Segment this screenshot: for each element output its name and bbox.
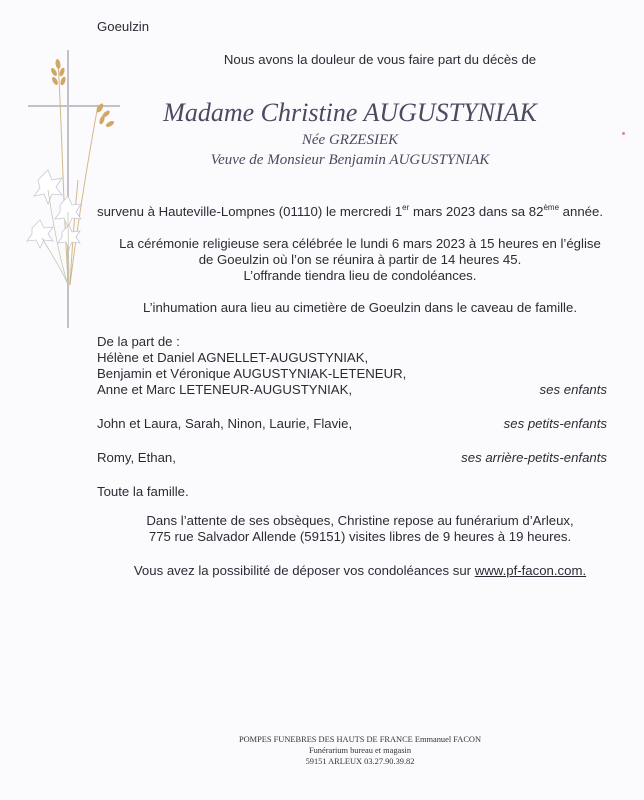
condolences-label: Vous avez la possibilité de déposer vos condoléances sur xyxy=(133,563,475,578)
family-member: Anne et Marc LETENEUR-AUGUSTYNIAK, xyxy=(97,382,353,397)
ceremony-line: La cérémonie religieuse sera célébrée le lundi 6 mars 2023 à 15 heures en l’église xyxy=(119,236,601,251)
family-row xyxy=(97,382,607,398)
death-details xyxy=(97,204,617,220)
family-all: Toute la famille. xyxy=(97,484,189,499)
family-intro: De la part de : xyxy=(97,334,180,349)
funeral-home-footer xyxy=(160,734,560,767)
footer-line: POMPES FUNEBRES DES HAUTS DE FRANCE Emmanuel FACON xyxy=(238,735,482,744)
family-member: Benjamin et Véronique AUGUSTYNIAK-LETENEUR, xyxy=(97,366,407,381)
widow-of: Veuve de Monsieur Benjamin AUGUSTYNIAK xyxy=(210,152,490,168)
ceremony-line: L’offrande tiendra lieu de condoléances. xyxy=(243,268,477,283)
stray-mark xyxy=(622,132,625,135)
family-row xyxy=(97,416,607,432)
town-name: Goeulzin xyxy=(97,19,150,34)
viewing-line: Dans l’attente de ses obsèques, Christine repose au funérarium d’Arleux, xyxy=(146,513,574,528)
relation-label: ses petits-enfants xyxy=(503,416,607,431)
death-text-1: survenu à Hauteville-Lompnes (01110) le mercredi 1 xyxy=(97,204,403,219)
deceased-name: Madame Christine AUGUSTYNIAK xyxy=(163,98,537,127)
family-member: Romy, Ethan, xyxy=(97,450,176,465)
family-member: Hélène et Daniel AGNELLET-AUGUSTYNIAK, xyxy=(97,350,369,365)
viewing-details xyxy=(100,513,620,545)
footer-line: 59151 ARLEUX 03.27.90.39.82 xyxy=(305,757,415,766)
death-sup-1: er xyxy=(402,203,410,212)
family-row xyxy=(97,450,607,466)
death-sup-2: ème xyxy=(543,203,560,212)
family-member: John et Laura, Sarah, Ninon, Laurie, Flavie, xyxy=(97,416,353,431)
footer-line: Funérarium bureau et magasin xyxy=(308,746,412,755)
relation-label: ses arrière-petits-enfants xyxy=(461,450,607,465)
viewing-line: 775 rue Salvador Allende (59151) visites libres de 9 heures à 19 heures. xyxy=(148,529,572,544)
condolences-text xyxy=(100,563,620,579)
intro-text: Nous avons la douleur de vous faire part du décès de xyxy=(223,52,537,67)
family-list xyxy=(97,334,607,500)
relation-label: ses enfants xyxy=(539,382,607,397)
burial-details: L’inhumation aura lieu au cimetière de Goeulzin dans le caveau de famille. xyxy=(143,300,577,315)
cross-wheat-flowers-icon xyxy=(18,50,128,335)
death-text-3: année. xyxy=(559,204,604,219)
maiden-name: Née GRZESIEK xyxy=(301,132,399,148)
death-text-2: mars 2023 dans sa 82 xyxy=(409,204,544,219)
condolences-link[interactable]: www.pf-facon.com. xyxy=(474,563,587,578)
ceremony-line: de Goeulzin où l’on se réunira à partir de 14 heures 45. xyxy=(198,252,522,267)
deceased-name-block xyxy=(110,98,590,170)
ceremony-details xyxy=(100,236,620,284)
